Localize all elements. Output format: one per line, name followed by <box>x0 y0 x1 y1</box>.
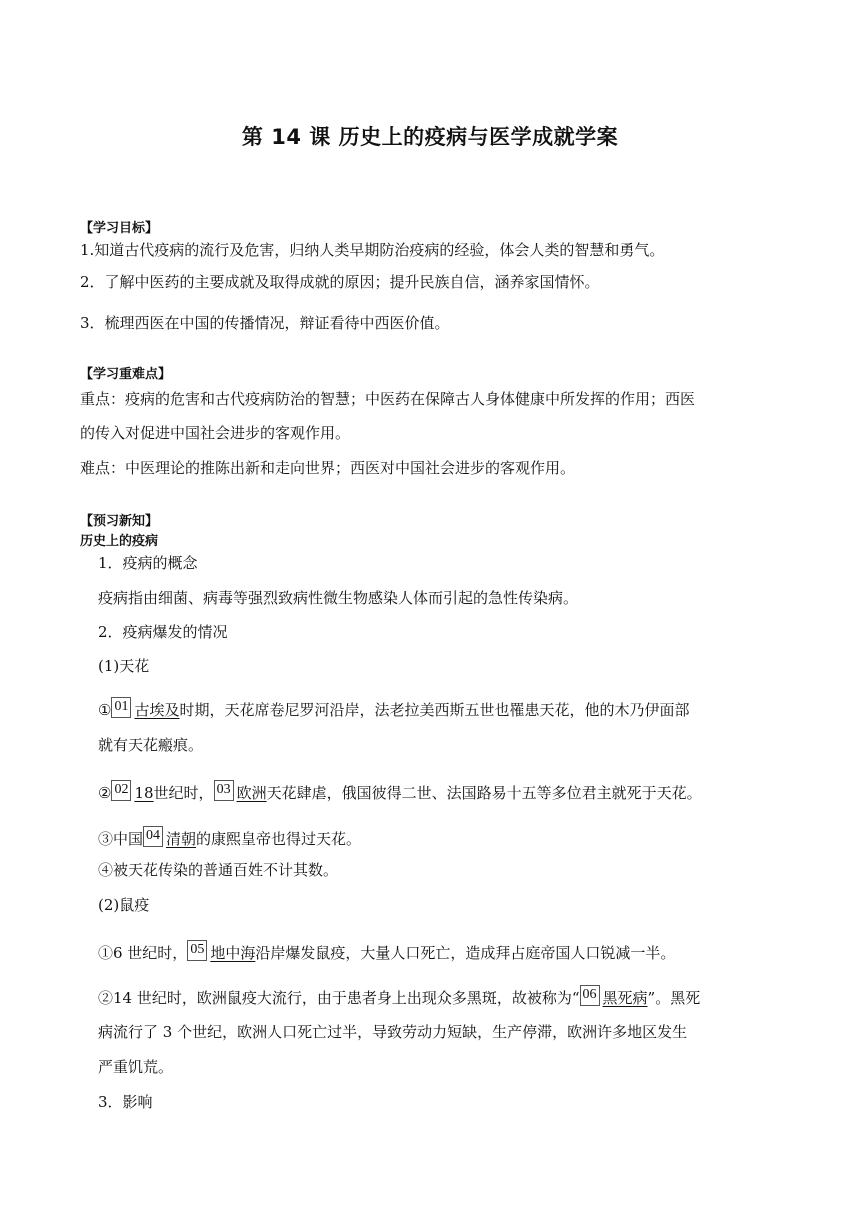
smallpox-item-1-cont: 就有天花瘢痕。 <box>98 736 204 754</box>
answer-text-04: 清朝 <box>166 830 197 848</box>
keypoints-heading: 【学习重难点】 <box>80 367 172 382</box>
item-marker: ①6 世纪时， <box>98 944 188 962</box>
key-point-line-1: 重点：疫病的危害和古代疫病防治的智慧；中医药在保障古人身体健康中所发挥的作用；西医 <box>80 390 696 408</box>
item3-title: 3．影响 <box>98 1093 153 1111</box>
goal-item-2: 2．了解中医药的主要成就及取得成就的原因；提升民族自信，涵养家国情怀。 <box>80 273 600 291</box>
smallpox-item-4: ④被天花传染的普通百姓不计其数。 <box>98 861 339 879</box>
sentence-text: 天花肆虐，俄国彼得二世、法国路易十五等多位君主就死于天花。 <box>266 784 702 802</box>
answer-box-02: 02 <box>111 780 131 801</box>
item-marker: ② <box>98 784 112 802</box>
item2-title: 2．疫病爆发的情况 <box>98 623 228 641</box>
answer-box-01: 01 <box>111 697 131 718</box>
smallpox-item-1 <box>98 697 689 720</box>
answer-text-01: 古埃及 <box>134 701 180 719</box>
sentence-text: 的康熙皇帝也得过天花。 <box>196 830 362 848</box>
item-marker: ① <box>98 701 112 719</box>
goals-heading: 【学习目标】 <box>80 221 159 236</box>
answer-text-05: 地中海 <box>210 944 256 962</box>
item1-text: 疫病指由细菌、病毒等强烈致病性微生物感染人体而引起的急性传染病。 <box>98 589 579 607</box>
answer-box-04: 04 <box>143 826 163 847</box>
difficult-point: 难点：中医理论的推陈出新和走向世界；西医对中国社会进步的客观作用。 <box>80 459 576 477</box>
goal-item-1: 1.知道古代疫病的流行及危害，归纳人类早期防治疫病的经验，体会人类的智慧和勇气。 <box>80 241 665 259</box>
smallpox-title: (1)天花 <box>98 657 150 675</box>
sentence-text: 世纪时， <box>153 784 214 802</box>
plague-item-2 <box>98 985 700 1008</box>
document-title: 第 14 课 历史上的疫病与医学成就学案 <box>241 125 619 149</box>
item1-title: 1．疫病的概念 <box>98 554 198 572</box>
sentence-text: ②14 世纪时，欧洲鼠疫大流行，由于患者身上出现众多黑斑，故被称为“ <box>98 989 580 1007</box>
plague-item-2-cont-1: 病流行了 3 个世纪，欧洲人口死亡过半，导致劳动力短缺，生产停滞，欧洲许多地区发生 <box>98 1023 688 1041</box>
sentence-text: ”。黑死 <box>647 989 701 1007</box>
smallpox-item-3 <box>98 826 361 849</box>
answer-box-06: 06 <box>580 985 600 1006</box>
answer-box-03: 03 <box>214 780 234 801</box>
preview-subheading: 历史上的疫病 <box>80 534 159 549</box>
sentence-text: 时期，天花席卷尼罗河沿岸，法老拉美西斯五世也罹患天花，他的木乃伊面部 <box>179 701 690 719</box>
answer-text-03: 欧洲 <box>236 784 267 802</box>
plague-item-2-cont-2: 严重饥荒。 <box>98 1058 174 1076</box>
goal-item-3: 3．梳理西医在中国的传播情况，辩证看待中西医价值。 <box>80 314 450 332</box>
answer-text-02: 18 <box>134 784 154 802</box>
item-marker: ③中国 <box>98 830 144 848</box>
sentence-text: 沿岸爆发鼠疫，大量人口死亡，造成拜占庭帝国人口锐减一半。 <box>255 944 676 962</box>
plague-item-1 <box>98 940 675 963</box>
answer-text-06: 黑死病 <box>602 989 648 1007</box>
answer-box-05: 05 <box>187 940 207 961</box>
key-point-line-2: 的传入对促进中国社会进步的客观作用。 <box>80 424 351 442</box>
preview-heading: 【预习新知】 <box>80 514 159 529</box>
plague-title: (2)鼠疫 <box>98 896 150 914</box>
smallpox-item-2 <box>98 780 702 803</box>
